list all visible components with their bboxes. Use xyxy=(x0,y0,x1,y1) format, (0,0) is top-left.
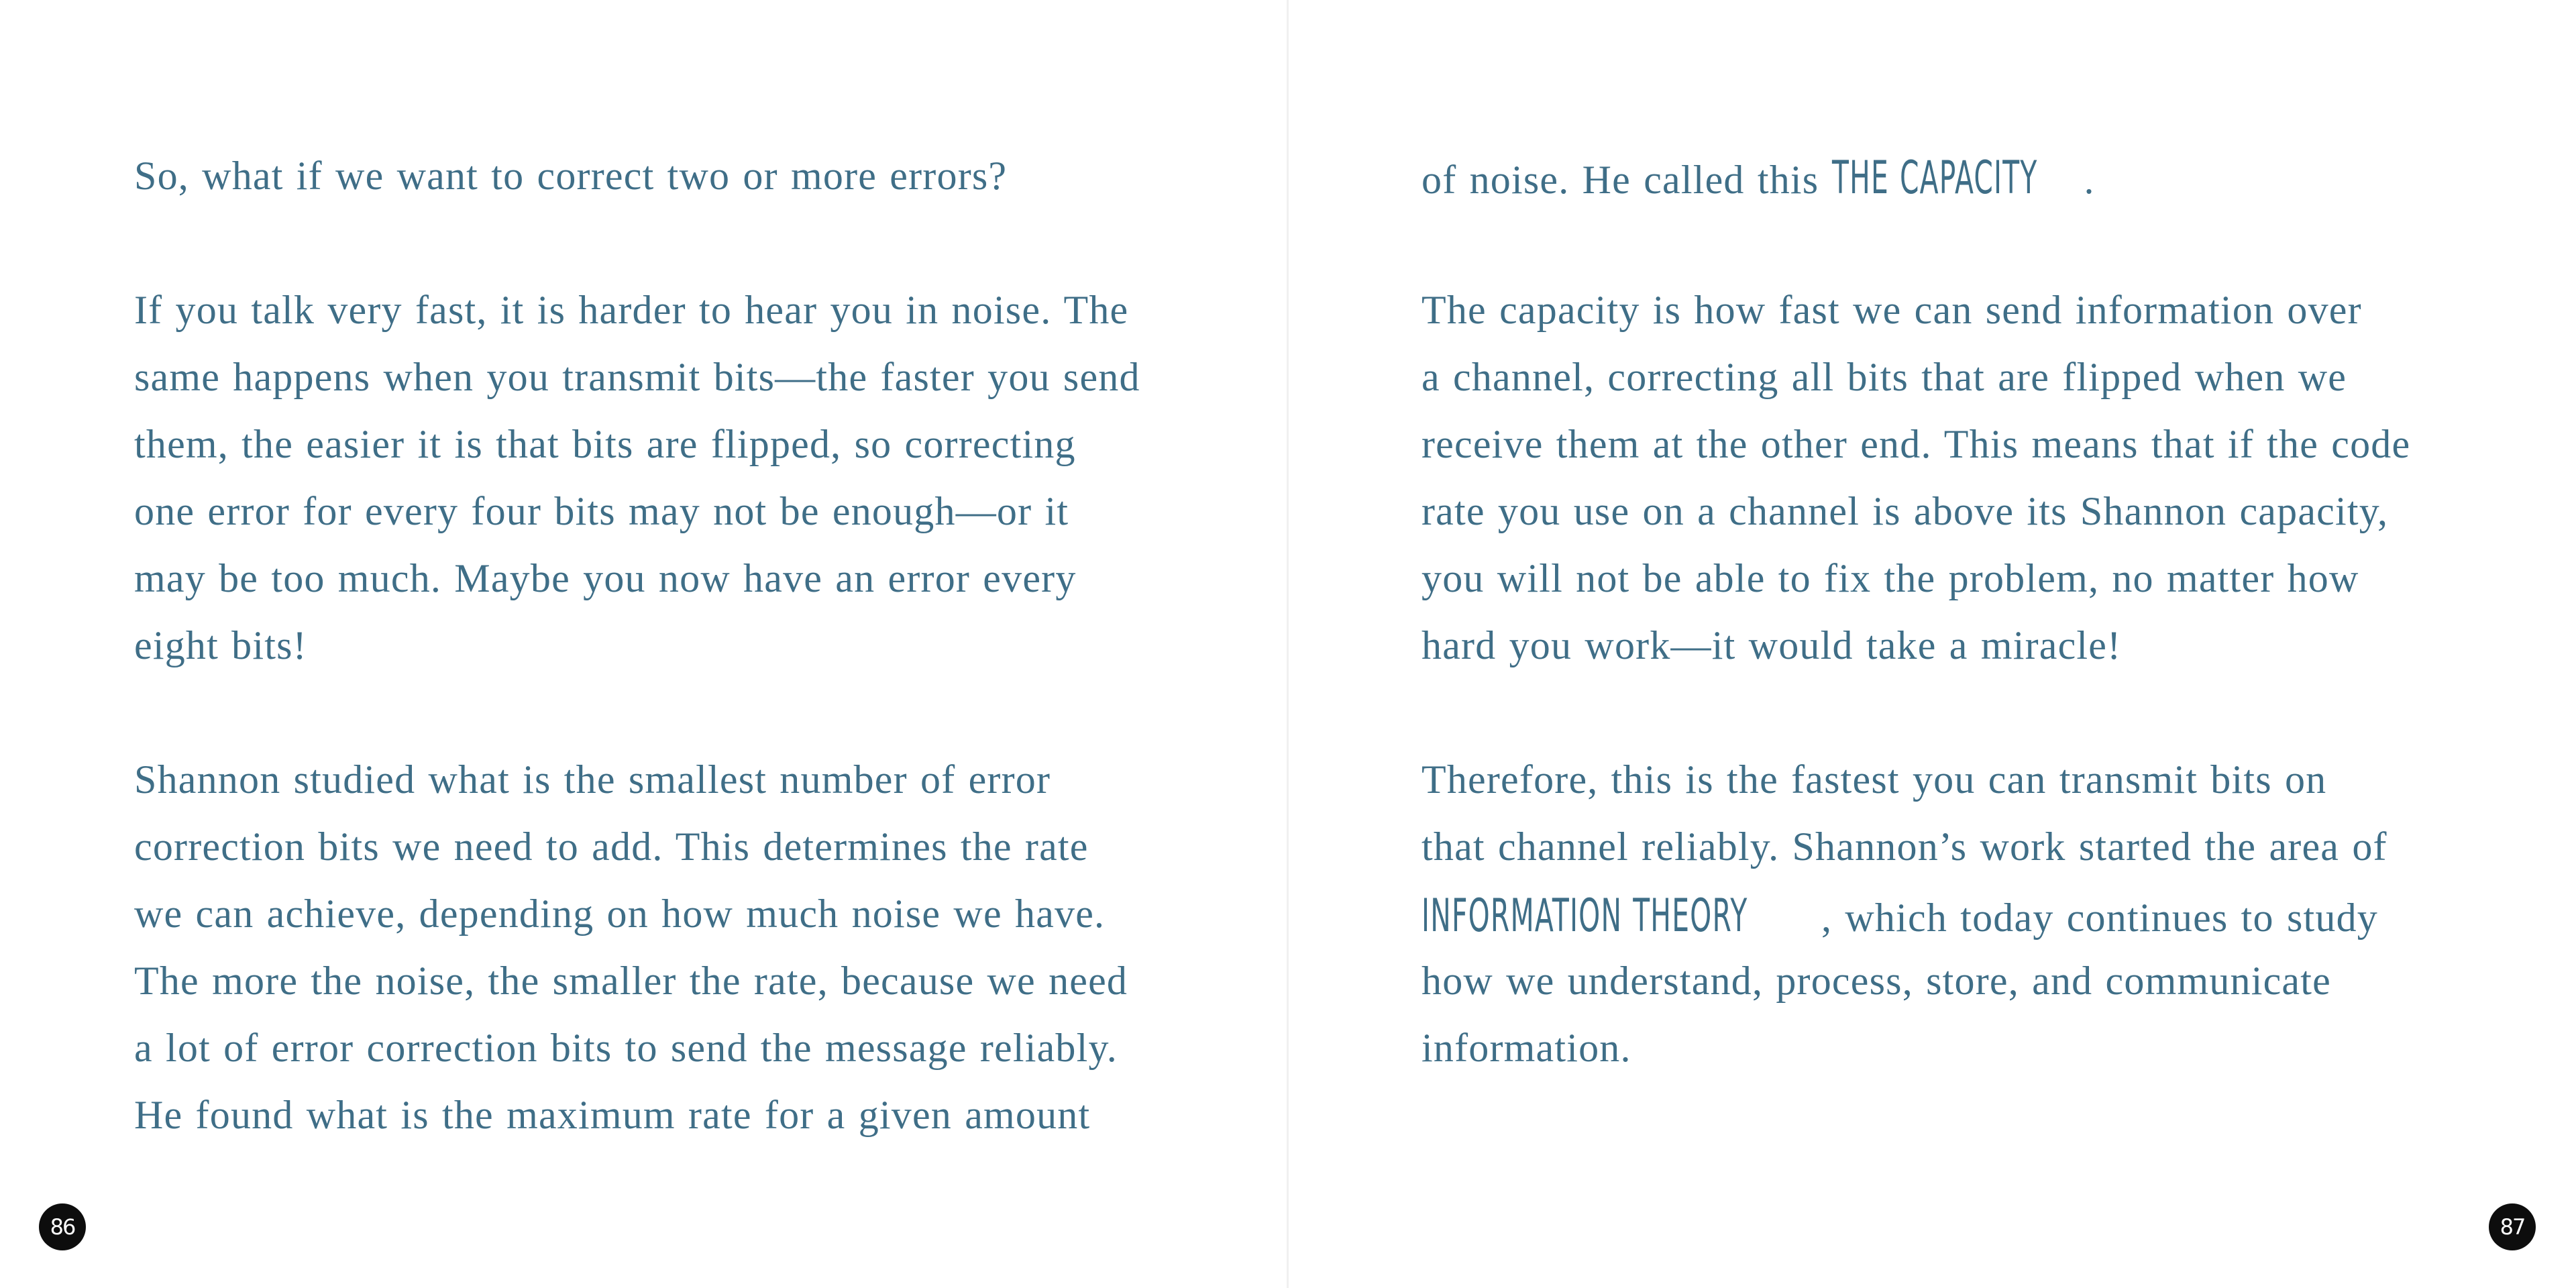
text-line: you will not be able to fix the problem, no matter how xyxy=(1421,556,2359,600)
text-line: correction bits we need to add. This determines the rate xyxy=(134,824,1089,869)
text-line: a channel, correcting all bits that are flipped when we xyxy=(1421,355,2347,399)
text-line: one error for every four bits may not be enough—or it xyxy=(134,489,1069,533)
text-line: Shannon studied what is the smallest number of error xyxy=(134,757,1051,802)
text-line: we can achieve, depending on how much noise we have. xyxy=(134,892,1106,936)
text-line: a lot of error correction bits to send the message reliably. xyxy=(134,1026,1118,1070)
text-line: may be too much. Maybe you now have an error every xyxy=(134,556,1077,600)
text-line-information-theory xyxy=(1421,890,2378,943)
text-line: The more the noise, the smaller the rate, because we need xyxy=(134,959,1128,1003)
text-line: eight bits! xyxy=(134,623,307,667)
text-line: how we understand, process, store, and communicate xyxy=(1421,959,2331,1003)
text-line: So, what if we want to correct two or more errors? xyxy=(134,154,1008,198)
text-line: receive them at the other end. This means that if the code xyxy=(1421,422,2411,466)
page-number: 87 xyxy=(2489,1203,2536,1250)
text-line: hard you work—it would take a miracle! xyxy=(1421,623,2122,667)
text-line: same happens when you transmit bits—the faster you send xyxy=(134,355,1140,399)
text-line-capacity xyxy=(1421,152,2095,205)
left-page xyxy=(0,0,1287,1288)
page-number: 86 xyxy=(39,1203,86,1250)
term-the-capacity: THE CAPACITY xyxy=(1831,152,2038,205)
text-line: that channel reliably. Shannon’s work started the area of xyxy=(1421,824,2387,869)
text-fragment: of noise. He called this xyxy=(1421,158,1832,202)
text-fragment: . xyxy=(2084,158,2095,202)
text-line: rate you use on a channel is above its Shannon capacity, xyxy=(1421,489,2389,533)
term-information-theory: INFORMATION THEORY xyxy=(1421,890,1748,943)
text-fragment: , which today continues to study xyxy=(1821,896,2378,940)
text-line: The capacity is how fast we can send information over xyxy=(1421,288,2362,332)
text-line: Therefore, this is the fastest you can transmit bits on xyxy=(1421,757,2327,802)
right-page xyxy=(1289,0,2576,1288)
text-line: He found what is the maximum rate for a given amount xyxy=(134,1093,1091,1137)
text-line: If you talk very fast, it is harder to hear you in noise. The xyxy=(134,288,1129,332)
text-line: information. xyxy=(1421,1026,1631,1070)
text-line: them, the easier it is that bits are flipped, so correcting xyxy=(134,422,1076,466)
